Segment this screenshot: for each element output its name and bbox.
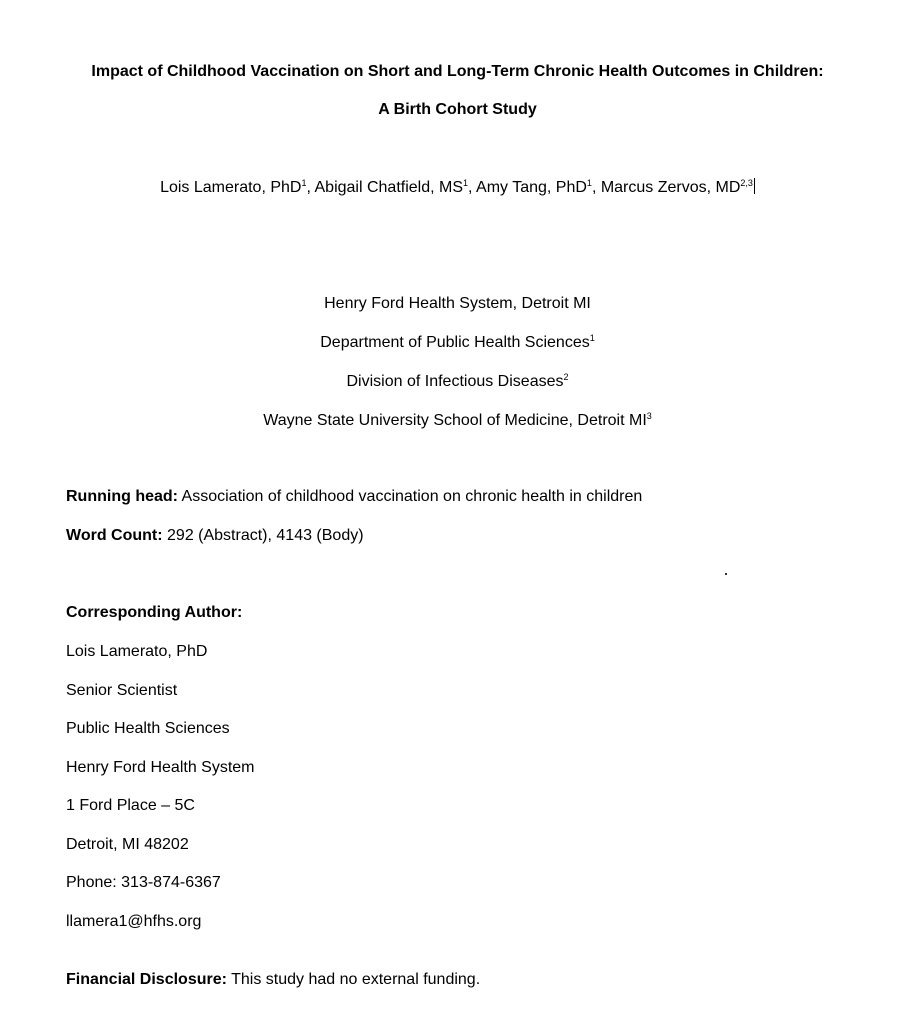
running-head-value: Association of childhood vaccination on chronic health in children bbox=[181, 488, 643, 505]
author-affiliation-mark: 1 bbox=[463, 178, 469, 188]
affiliation-university bbox=[0, 411, 915, 431]
affiliation-mark: 2 bbox=[563, 372, 569, 382]
text-cursor bbox=[754, 178, 755, 194]
affiliation-division bbox=[0, 372, 915, 392]
affiliation-organization: Henry Ford Health System, Detroit MI bbox=[324, 295, 591, 312]
corresponding-author-heading: Corresponding Author: bbox=[66, 604, 243, 621]
contact-department: Public Health Sciences bbox=[66, 720, 230, 737]
contact-organization: Henry Ford Health System bbox=[66, 759, 255, 776]
author-name: Marcus Zervos, MD bbox=[600, 179, 741, 196]
running-head-label: Running head: bbox=[66, 488, 178, 505]
author-name: Amy Tang, PhD bbox=[476, 179, 587, 196]
contact-address: 1 Ford Place – 5C bbox=[66, 797, 195, 814]
affiliation-text: Wayne State University School of Medicine, Detroit MI bbox=[263, 412, 647, 429]
title-line-2: A Birth Cohort Study bbox=[378, 101, 537, 118]
financial-disclosure-label: Financial Disclosure: bbox=[66, 971, 227, 988]
contact-title: Senior Scientist bbox=[66, 682, 178, 699]
word-count-value: 292 (Abstract), 4143 (Body) bbox=[167, 527, 364, 544]
word-count bbox=[66, 526, 364, 546]
author-affiliation-mark: 1 bbox=[586, 178, 592, 188]
contact-name: Lois Lamerato, PhD bbox=[66, 643, 208, 660]
contact-city: Detroit, MI 48202 bbox=[66, 836, 189, 853]
stray-dot-mark bbox=[725, 573, 727, 575]
contact-phone: Phone: 313-874-6367 bbox=[66, 874, 221, 891]
author-name: Abigail Chatfield, MS bbox=[314, 179, 464, 196]
author-name: Lois Lamerato, PhD bbox=[160, 179, 302, 196]
contact-email: llamera1@hfhs.org bbox=[66, 913, 202, 930]
affiliation-mark: 1 bbox=[589, 333, 595, 343]
affiliation-text: Division of Infectious Diseases bbox=[346, 373, 564, 390]
title-line-1: Impact of Childhood Vaccination on Short and Long-Term Chronic Health Outcomes in Children: bbox=[91, 63, 824, 80]
author-affiliation-mark: 1 bbox=[301, 178, 307, 188]
financial-disclosure-value: This study had no external funding. bbox=[231, 971, 481, 988]
running-head bbox=[66, 487, 642, 507]
word-count-label: Word Count: bbox=[66, 527, 163, 544]
financial-disclosure bbox=[66, 970, 480, 990]
affiliation-text: Department of Public Health Sciences bbox=[320, 334, 590, 351]
author-affiliation-mark: 2,3 bbox=[740, 178, 753, 188]
affiliation-department bbox=[0, 333, 915, 353]
author-list: Lois Lamerato, PhD$^1$, Abigail Chatfield, $MS^1$, Amy Tang, PhD$^1$, Marcus Zervos, MD$^{2,3}$ bbox=[160, 178, 753, 196]
affiliation-mark: 3 bbox=[646, 411, 652, 421]
